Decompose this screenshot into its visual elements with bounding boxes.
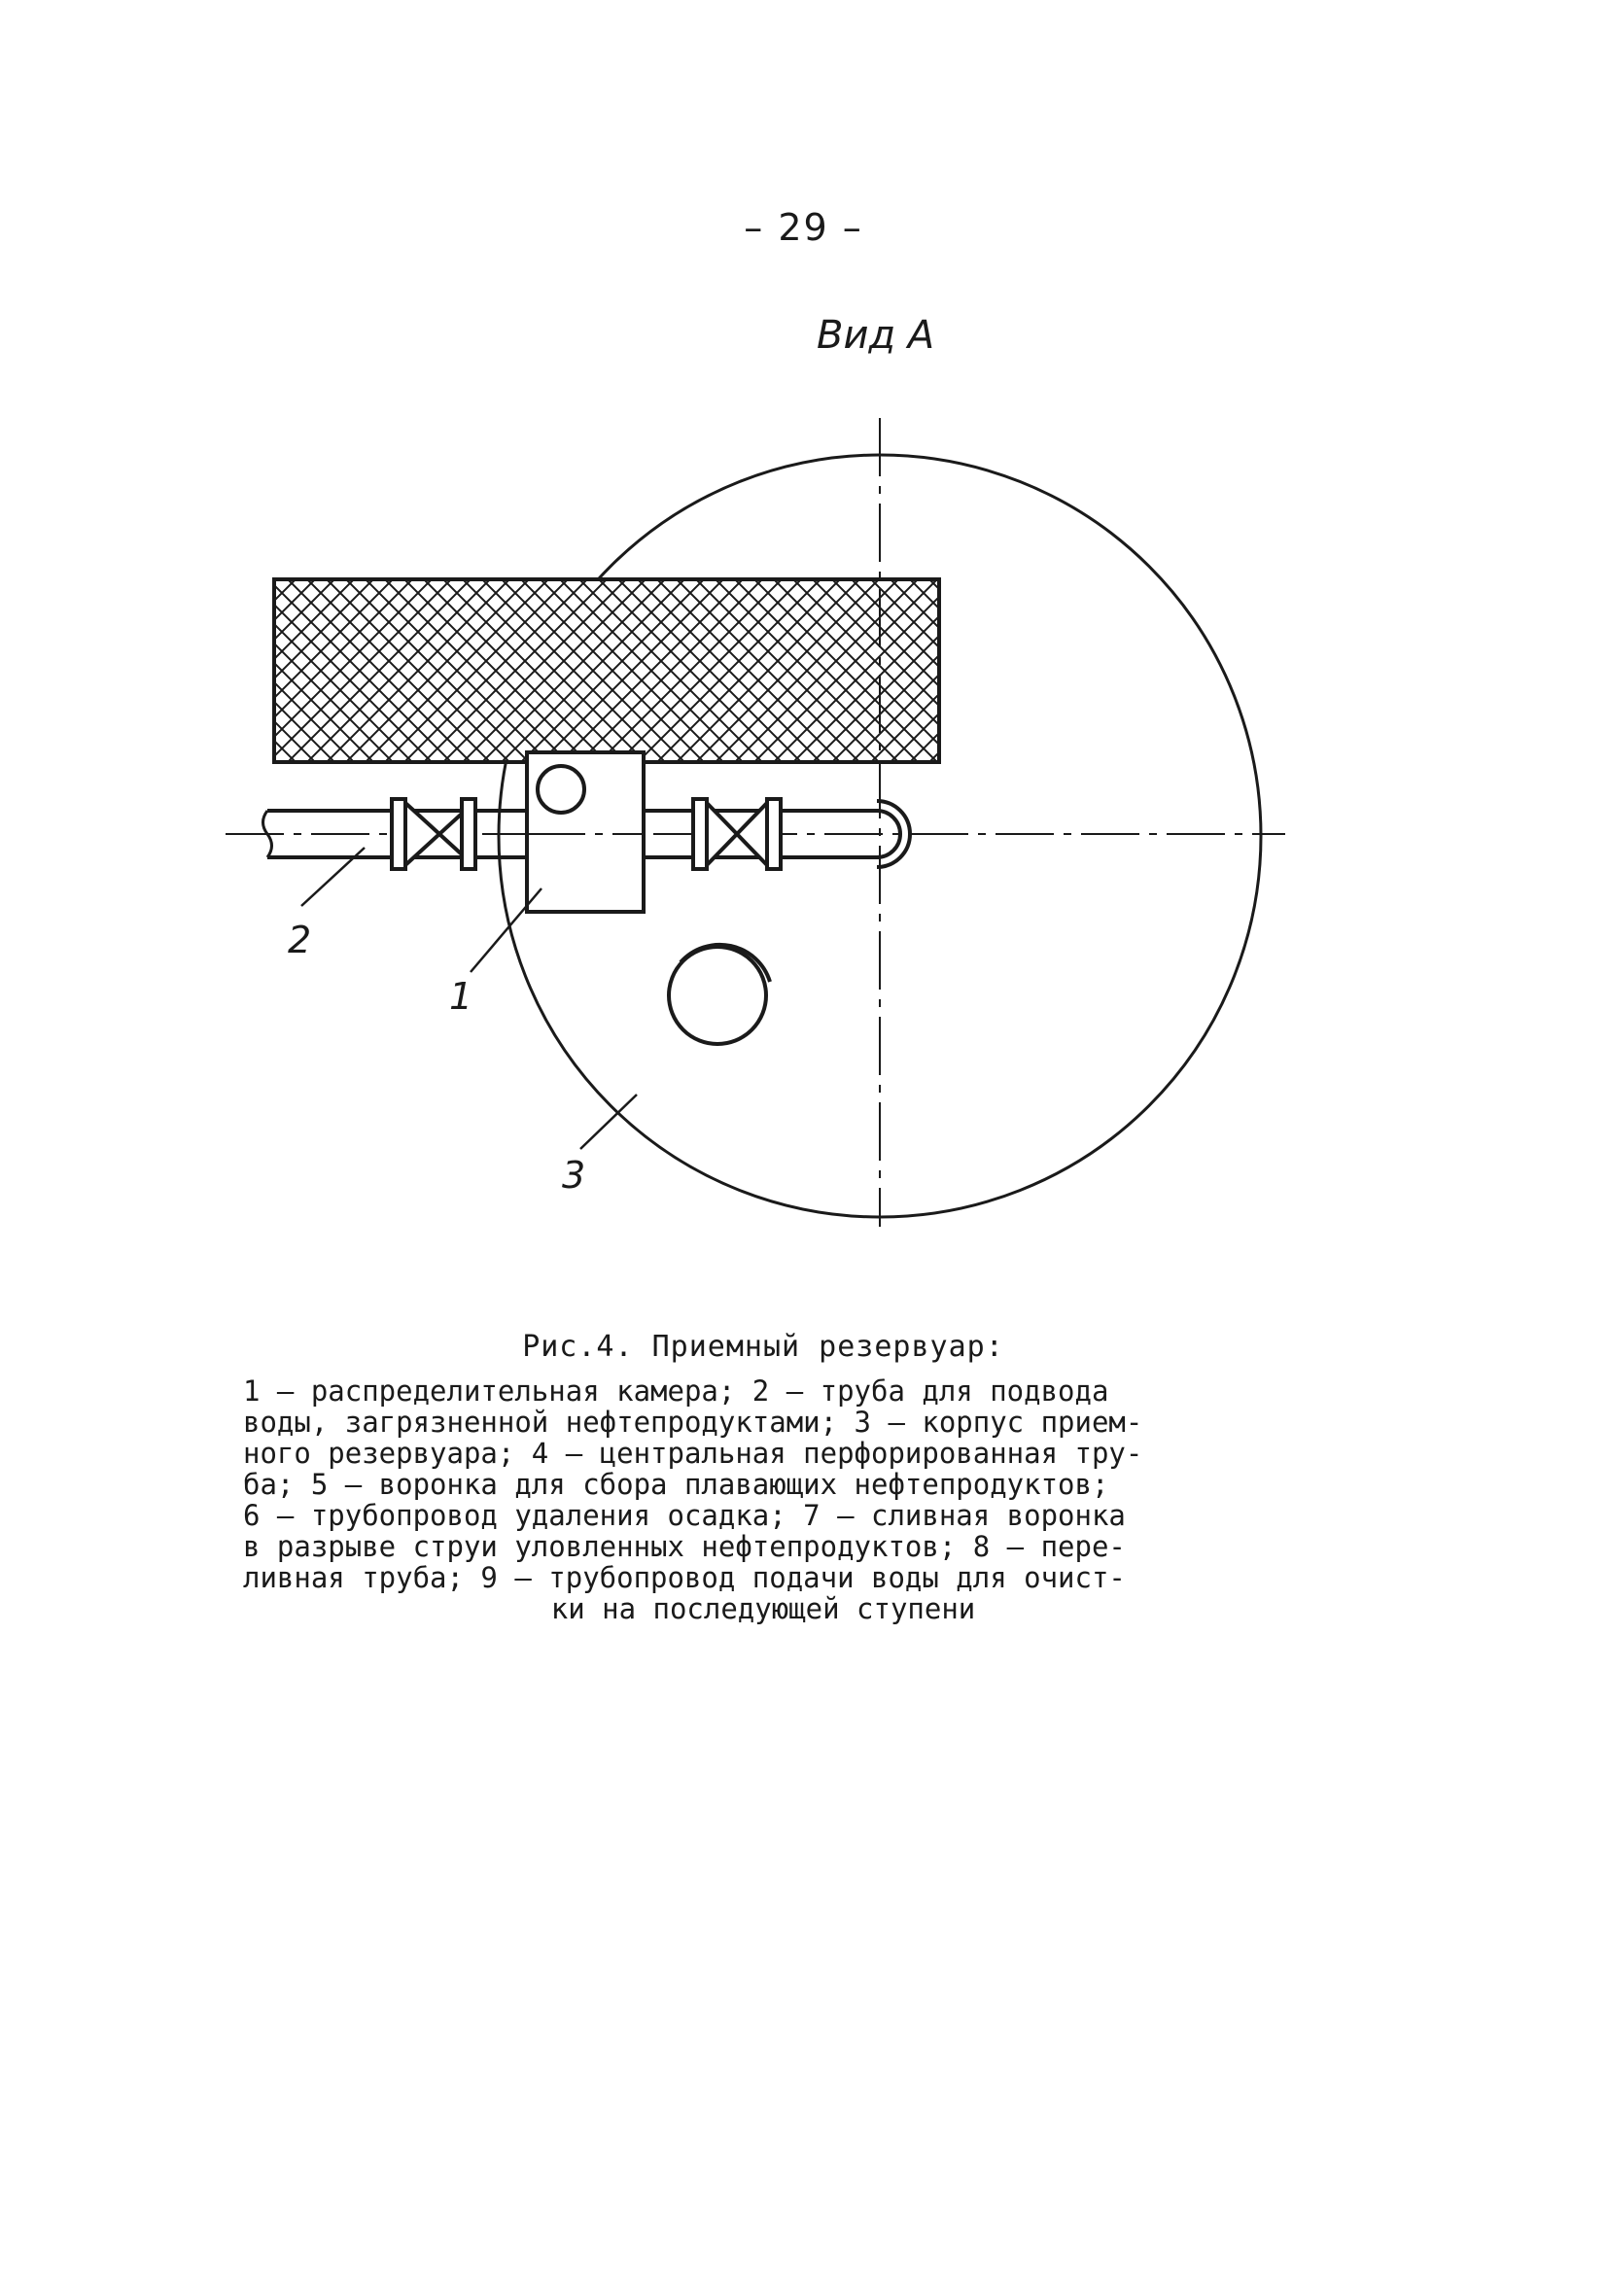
- view-label: Вид А: [817, 313, 935, 358]
- figure-caption: [243, 1330, 1283, 1624]
- caption-title: Рис.4. Приемный резервуар:: [522, 1330, 1004, 1364]
- oil-funnel: [669, 945, 770, 1044]
- caption-line: 6 – трубопровод удаления осадка; 7 – сливная воронка: [243, 1499, 1126, 1532]
- caption-line: 1 – распределительная камера; 2 – труба для подвода: [243, 1374, 1109, 1408]
- page-number: – 29 –: [744, 206, 863, 249]
- caption-line: ба; 5 – воронка для сбора плавающих нефтепродуктов;: [243, 1468, 1109, 1501]
- label-3: 3: [562, 1154, 586, 1197]
- label-2: 2: [288, 919, 312, 961]
- caption-line: ного резервуара; 4 – центральная перфорированная тру-: [243, 1437, 1143, 1470]
- crosshatched-slab: [274, 579, 939, 762]
- caption-line: ки на последующей ступени: [550, 1592, 976, 1625]
- caption-line: ливная труба; 9 – трубопровод подачи воды для очист-: [243, 1561, 1126, 1594]
- label-1: 1: [449, 975, 473, 1018]
- caption-line: в разрыве струи уловленных нефтепродуктов; 8 – пере-: [243, 1530, 1126, 1563]
- caption-line: воды, загрязненной нефтепродуктами; 3 – корпус прием-: [243, 1406, 1143, 1439]
- distribution-chamber: [527, 752, 644, 912]
